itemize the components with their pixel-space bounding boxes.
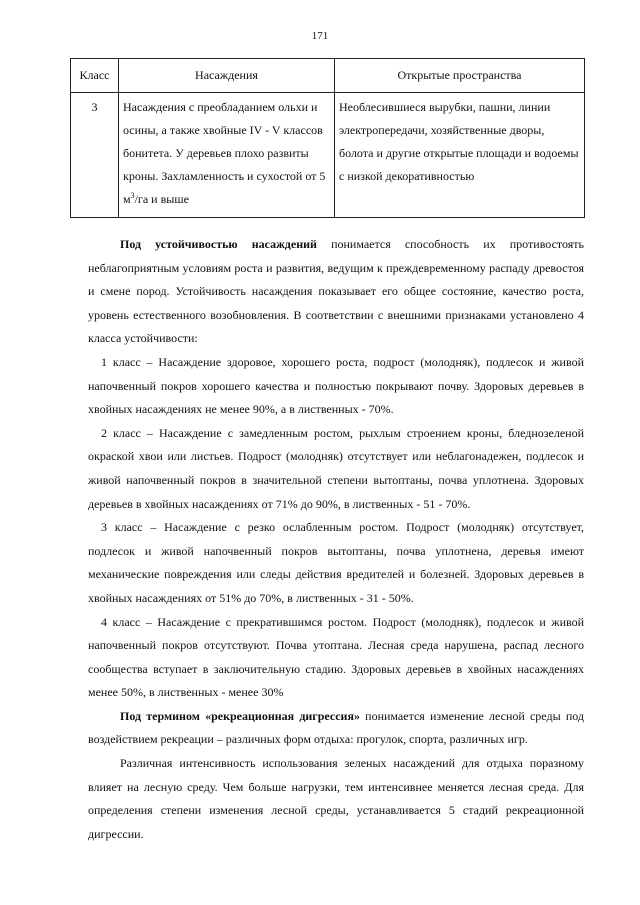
paragraph-class-1: 1 класс – Насаждение здоровое, хорошего роста, подрост (молодняк), подлесок и живой напочвенный покров хорошего качества и полностью покрывают почву. Здоровых деревьев в хвойных насаждениях не менее 90%, а в лиственных - 70%. — [88, 354, 584, 417]
paragraph-intensity: Различная интенсивность использования зеленых насаждений для отдыха поразному влияет на лесную среду. Чем больше нагрузки, тем интенсивнее меняется лесная среда. Для определения степени изменения лесной среды, устанавливается 5 стадий рекреационной дигрессии. — [88, 756, 584, 841]
stability-class-table — [70, 58, 585, 218]
paragraph-stability — [88, 233, 584, 351]
header-stands: Насаждения — [119, 59, 335, 93]
table-row — [71, 93, 585, 218]
table-header-row — [71, 59, 585, 93]
paragraph-class-3: 3 класс – Насаждение с резко ослабленным ростом. Подрост (молодняк) отсутствует, подлесок и живой напочвенный покров вытоптаны, почва уплотнена, деревья имеют механические повреждения или следы действия вредителей и болезней. Здоровых деревьев в хвойных насаждениях от 51% до 70%, в лиственных - 31 - 50%. — [88, 520, 584, 605]
term-recreational-digression: Под термином «рекреационная дигрессия» — [120, 708, 360, 723]
header-open-spaces: Открытые пространства — [335, 59, 585, 93]
body-text — [88, 233, 584, 846]
cell-class: 3 — [71, 93, 119, 218]
term-stability: Под устойчивостью насаждений — [120, 237, 317, 251]
paragraph-class-2: 2 класс – Насаждение с замедленным ростом, рыхлым строением кроны, бледнозеленой окраской хвои или листьев. Подрост (молодняк) отсутствует или неблагонадежен, подлесок и живой напочвенный покров в значительной степени вытоптаны, почва уплотнена. Здоровых деревьев в хвойных насаждениях от 71% до 90%, в лиственных - 51 - 70%. — [88, 425, 584, 511]
cell-open-spaces: Необлесившиеся вырубки, пашни, линии электропередачи, хозяйственные дворы, болота и другие открытые площади и водоемы с низкой декоративностью — [335, 93, 585, 218]
paragraph-class-4: 4 класс – Насаждение с прекратившимся ростом. Подрост (молодняк), подлесок и живой напочвенный покров отсутствуют. Почва утоптана. Лесная среда нарушена, распад лесного сообщества вступает в заключительную стадию. Здоровых деревьев в хвойных насаждениях менее 50%, в лиственных - менее 30% — [88, 614, 584, 700]
cell-stands-text: Насаждения с преобладанием ольхи и осины, а также хвойные IV - V классов бонитета. У деревьев плохо развиты кроны. Захламленность и сухостой от 5 м — [123, 100, 326, 206]
cell-stands-tail: /га и выше — [134, 192, 189, 206]
paragraph-stability-text: понимается способность их противостоять неблагоприятным условиям роста и развития, ведущим к преждевременному распаду древостоя и смене пород. Устойчивость насаждения показывает его общее состояние, качество роста, уровень естественного возобновления. В соответствии с внешними признаками установлено 4 класса устойчивости: — [88, 237, 584, 346]
paragraph-recreational-text: понимается изменение лесной среды под воздействием рекреации – различных форм отдыха: прогулок, спорта, различных игр. — [88, 708, 584, 747]
page-number: 171 — [311, 30, 329, 42]
cell-stands — [119, 93, 335, 218]
header-class: Класс — [71, 59, 119, 93]
cell-stands-superscript: 3 — [130, 191, 135, 200]
paragraph-recreational — [88, 705, 584, 752]
